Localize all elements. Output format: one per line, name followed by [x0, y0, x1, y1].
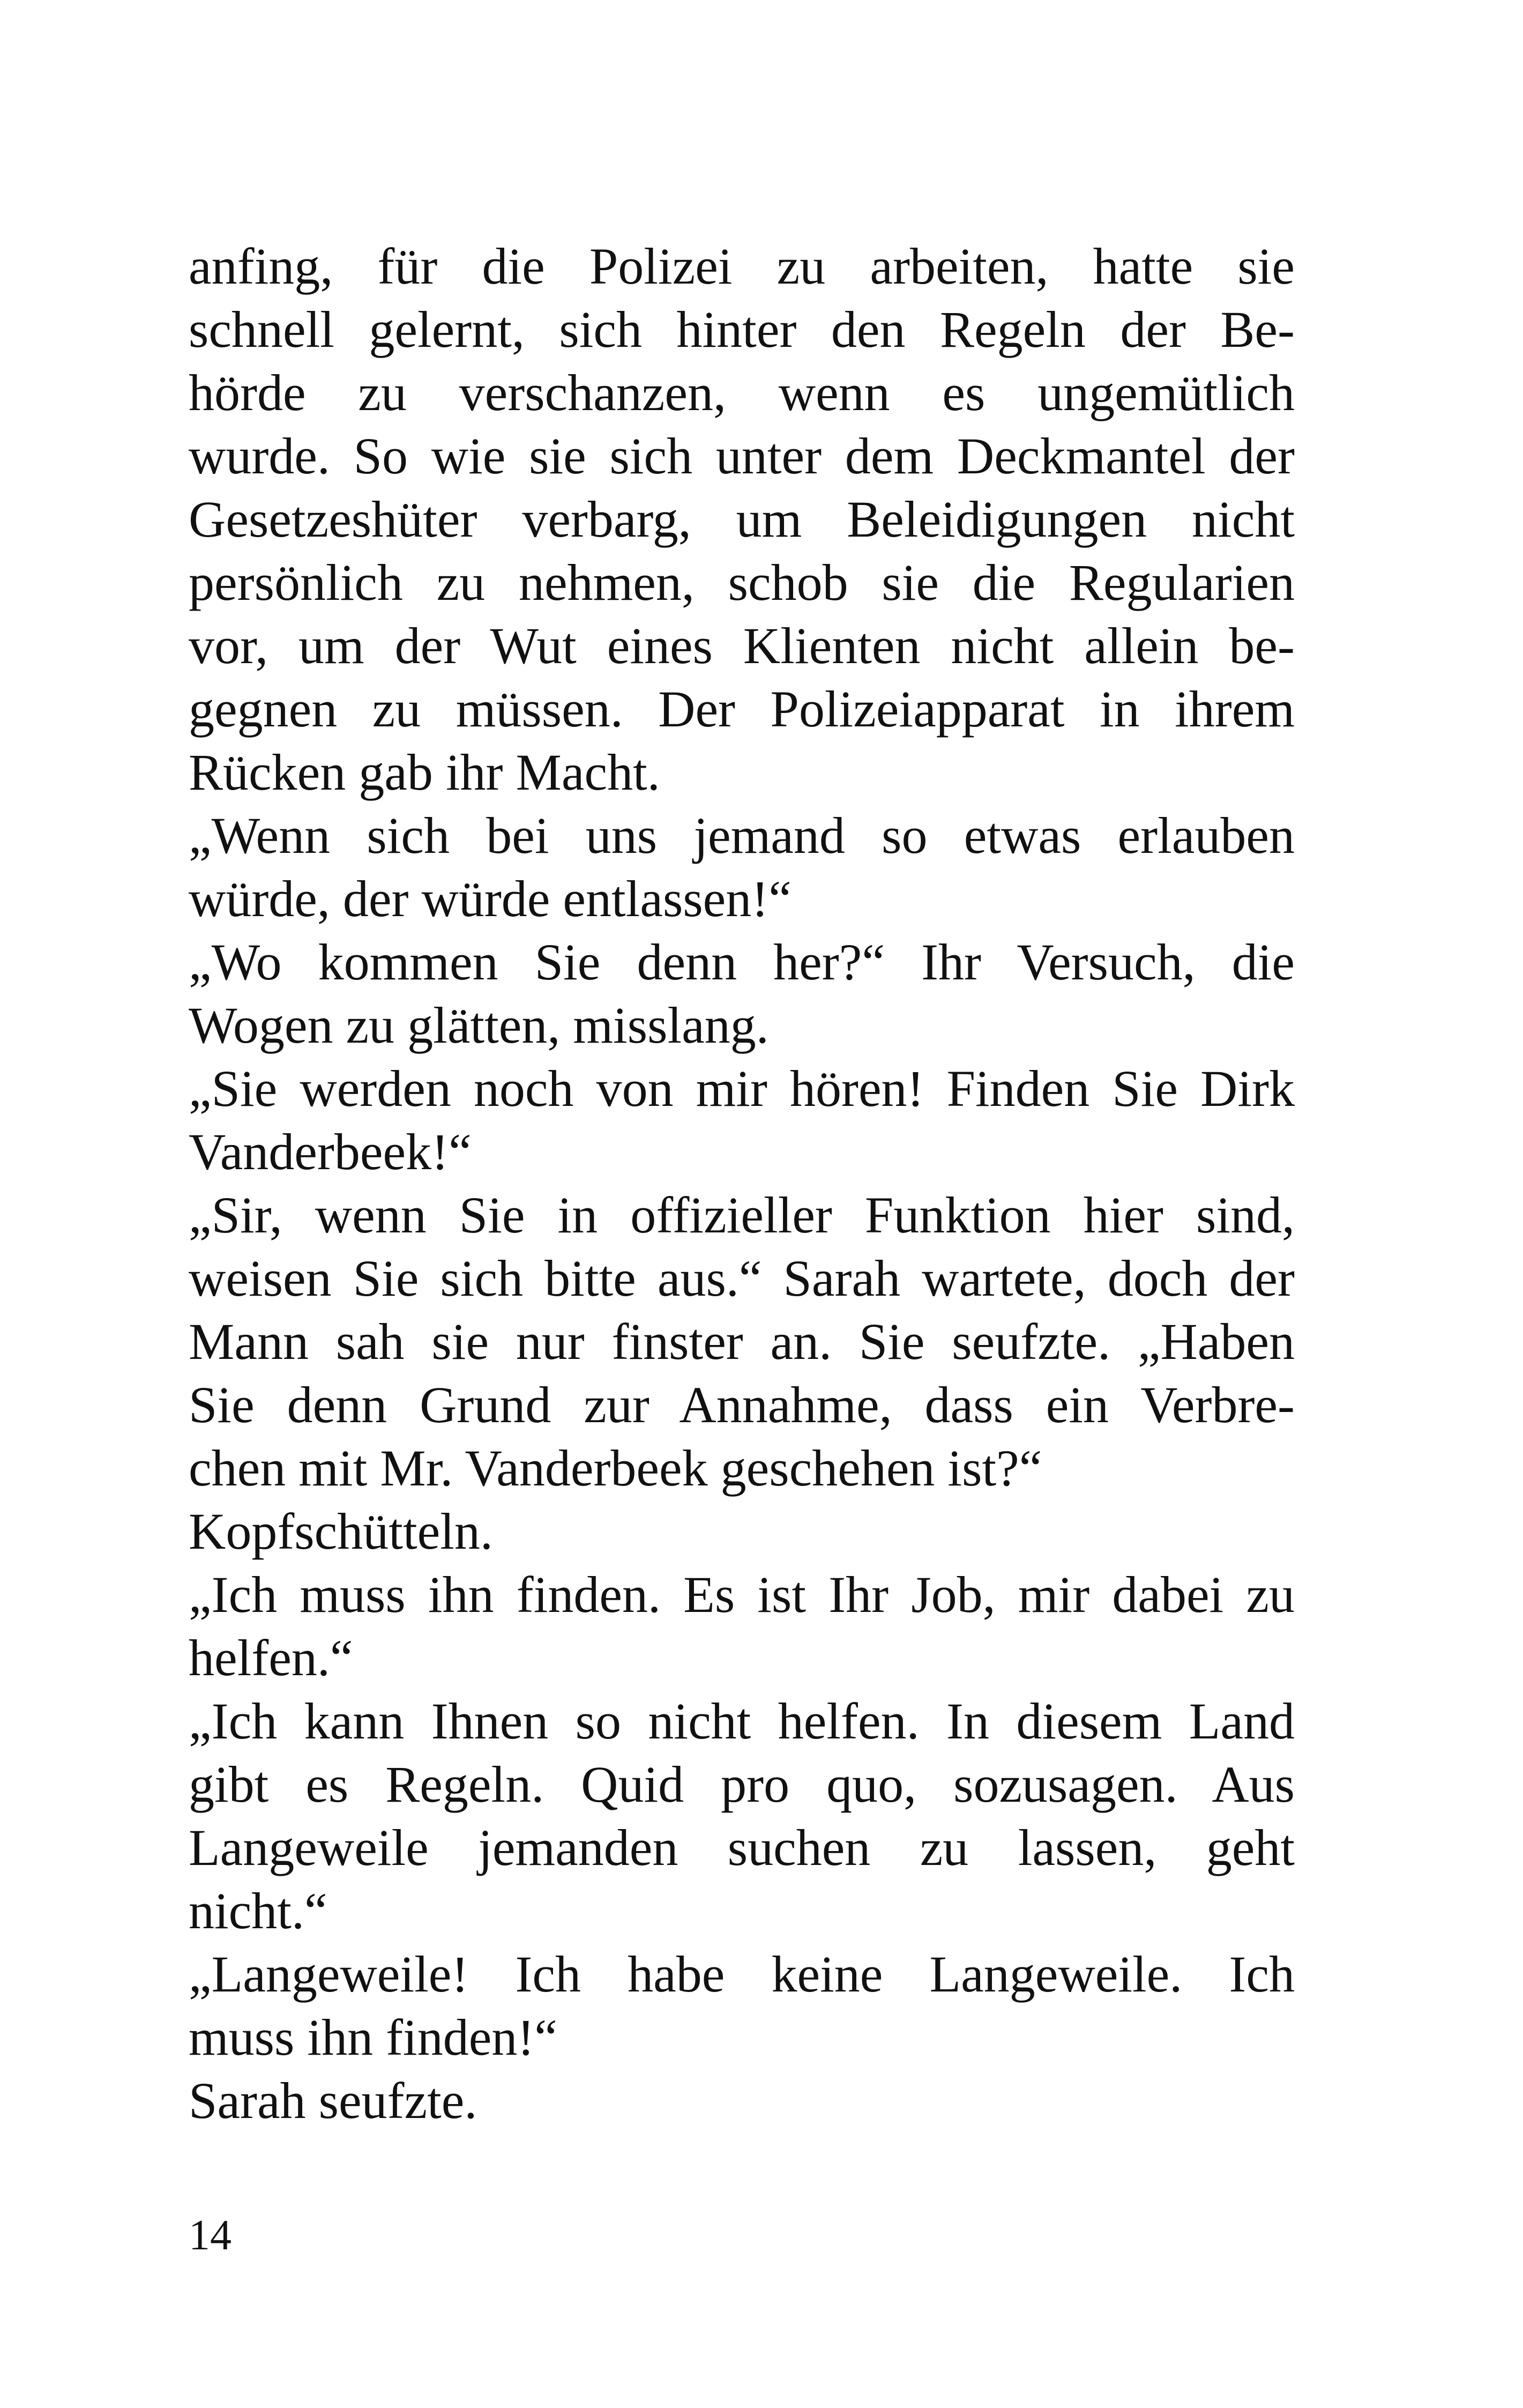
text-line: Kopfschütteln.: [189, 1503, 493, 1560]
text-line: Vanderbeek!“: [189, 1123, 472, 1180]
text-line: muss ihn finden!“: [189, 2009, 557, 2066]
text-line: Wogen zu glätten, misslang.: [189, 997, 769, 1054]
text-line: schnell gelernt, sich hinter den Regeln der Be-: [189, 301, 1295, 358]
text-line: Sarah seufzte.: [189, 2072, 477, 2129]
text-line: wurde. So wie sie sich unter dem Deckmantel der: [189, 427, 1295, 485]
text-line: nicht.“: [189, 1882, 327, 1939]
text-line: „Langeweile! Ich habe keine Langeweile. Ich: [189, 1945, 1295, 2003]
text-line: hörde zu verschanzen, wenn es ungemütlich: [189, 364, 1295, 421]
text-line: Langeweile jemanden suchen zu lassen, geht: [189, 1819, 1295, 1876]
text-line: Rücken gab ihr Macht.: [189, 744, 660, 801]
text-line: weisen Sie sich bitte aus.“ Sarah wartete, doch der: [189, 1250, 1295, 1307]
text-line: chen mit Mr. Vanderbeek geschehen ist?“: [189, 1439, 1042, 1497]
text-line: würde, der würde entlassen!“: [189, 870, 792, 927]
text-line: vor, um der Wut eines Klienten nicht allein be-: [189, 617, 1295, 674]
text-line: gegnen zu müssen. Der Polizeiapparat in ihrem: [189, 680, 1295, 738]
text-line: Mann sah sie nur finster an. Sie seufzte. „Haben: [189, 1313, 1295, 1370]
page-number: 14: [189, 2212, 232, 2259]
text-line: anfing, für die Polizei zu arbeiten, hatte sie: [189, 237, 1295, 295]
text-line: Sie denn Grund zur Annahme, dass ein Verbre-: [189, 1376, 1295, 1433]
text-line: „Ich kann Ihnen so nicht helfen. In diesem Land: [189, 1692, 1295, 1750]
text-line: „Wenn sich bei uns jemand so etwas erlauben: [189, 807, 1295, 864]
body-text: [189, 235, 1295, 2132]
text-line: „Sir, wenn Sie in offizieller Funktion hier sind,: [189, 1186, 1295, 1244]
text-line: „Wo kommen Sie denn her?“ Ihr Versuch, die: [189, 933, 1295, 991]
text-line: persönlich zu nehmen, schob sie die Regularien: [189, 554, 1295, 611]
text-line: helfen.“: [189, 1629, 353, 1686]
text-line: „Ich muss ihn finden. Es ist Ihr Job, mir dabei zu: [189, 1566, 1295, 1623]
text-line: Gesetzeshüter verbarg, um Beleidigungen nicht: [189, 490, 1295, 548]
text-line: „Sie werden noch von mir hören! Finden Sie Dirk: [189, 1060, 1295, 1117]
text-line: gibt es Regeln. Quid pro quo, sozusagen. Aus: [189, 1756, 1295, 1813]
